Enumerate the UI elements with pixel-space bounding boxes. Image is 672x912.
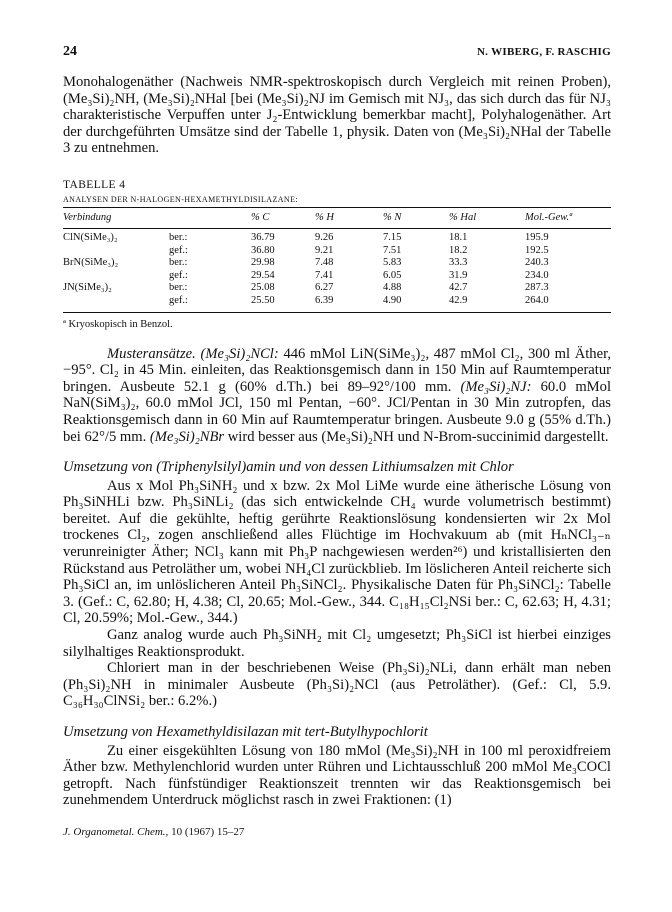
section2-paragraph-2: Ganz analog wurde auch Ph₃SiNH₂ mit Cl₂ umgesetzt; Ph₃SiCl ist hierbei einziges silylhaltiges Reaktionsprodukt. [63, 627, 611, 660]
table-cell: 25.50 [251, 295, 315, 312]
table-cell [63, 270, 169, 283]
column-header: % N [383, 207, 449, 228]
table-cell: BrN(SiMe₃)₂ [63, 257, 119, 269]
table-cell: gef.: [169, 244, 188, 256]
table-cell: 264.0 [525, 295, 611, 312]
analysis-table [63, 207, 611, 313]
table-cell: 18.1 [449, 231, 468, 243]
table-cell: ber.: [169, 282, 188, 294]
table-cell: ber.: [169, 231, 188, 243]
procedure-cl: 446 mMol LiN(SiMe₃)₂, 487 mMol Cl₂, 300 ml Äther, −95°. Cl₂ in 45 Min. einleiten, das Reaktionsgemisch dann in 150 Min auf Raumtemperatur bringen. Ausbeute 52.1 g (60% d.Th.) bei 89–92°/100 mm. [63, 345, 611, 395]
table-cell: 9.26 [315, 231, 334, 243]
musteransaetze-label: Musteransätze. [107, 345, 196, 362]
table-row [63, 270, 611, 283]
table-cell: 6.39 [315, 295, 383, 312]
table-cell: 7.48 [315, 257, 334, 269]
table-cell: 18.2 [449, 244, 468, 256]
table-cell: 287.3 [525, 282, 549, 294]
table-cell: 7.41 [315, 269, 334, 281]
table-cell: 6.27 [315, 282, 334, 294]
table-cell: 31.9 [449, 269, 468, 281]
table-cell: ClN(SiMe₃)₂ [63, 231, 118, 243]
table-cell: 234.0 [525, 269, 549, 281]
table-cell: 7.15 [383, 231, 402, 243]
table-cell: JN(SiMe₃)₂ [63, 282, 112, 294]
table-cell: 6.05 [383, 269, 402, 281]
intro-paragraph: Monohalogenäther (Nachweis NMR-spektroskopisch durch Vergleich mit reinen Proben), (Me₃Si)₂NH, (Me₃Si)₂NHal [bei (Me₃Si)₂NJ im Gemisch mit NJ₃, das sich durch das für NJ₃ charakteristische Verpuffen unter J₂-Entwicklung bemerkbar macht], Polyhalogenäther. Art der durchgeführten Umsätze sind der Tabelle 1, physik. Daten von (Me₃Si)₂NHal der Tabelle 3 zu entnehmen. [63, 74, 611, 157]
section2-paragraph-1: Aus x Mol Ph₃SiNH₂ und x bzw. 2x Mol LiMe wurde eine ätherische Lösung von Ph₃SiNHLi bzw. Ph₃SiNLi₂ (das sich entwickelnde CH₄ wurde volumetrisch bestimmt) bereitet. Auf die gekühlte, heftig gerührte Reaktionslösung kondensierten wir 2x Mol trockenes Cl₂, zogen anschließend alles Flüchtige im Hochvakuum ab (mit HₙNCl₃₋ₙ verunreinigter Äther; NCl₃ kann mit Ph₃P nachgewiesen werden²⁶) und kristallisierten den Rückstand aus Petroläther um, wobei NH₄Cl zurückblieb. Im löslicheren Anteil reicherte sich Ph₃SiCl an, im unlöslicheren Anteil Ph₃SiNCl₂. Physikalische Daten für Ph₃SiNCl₂: Tabelle 3. (Gef.: C, 62.80; H, 4.38; Cl, 20.65; Mol.-Gew., 344. C₁₈H₁₅Cl₂NSi ber.: C, 62.63; H, 4.31; Cl, 20.59%; Mol.-Gew., 344.) [63, 477, 611, 627]
table-row [63, 295, 611, 312]
table-row [63, 257, 611, 270]
journal-footer [63, 826, 611, 838]
compound-j: (Me₃Si)₂NJ: [460, 378, 532, 395]
procedure-j: 60.0 mMol NaN(SiM₃)₂, 60.0 mMol JCl, 150 ml Pentan, −60°. JCl/Pentan in 30 Min zutropfen, das Reaktionsgemisch dann in 60 Min auf Raumtemperatur bringen. Ausbeute 9.0 g (55% d.Th.) bei 62°/5 mm. [63, 378, 612, 445]
table-cell [63, 295, 169, 312]
table-cell: 36.80 [251, 244, 275, 256]
table-cell: 42.9 [449, 295, 525, 312]
table-row [63, 245, 611, 258]
table-cell: gef.: [169, 295, 251, 312]
table-cell: 5.83 [383, 257, 402, 269]
table-header-row [63, 207, 611, 228]
musteransaetze-paragraph [63, 346, 611, 446]
section2-paragraph-3: Chloriert man in der beschriebenen Weise (Ph₃Si)₂NLi, dann erhält man neben (Ph₃Si)₂NH in minimaler Ausbeute (Ph₃Si)₂NCl (aus Petroläther). (Gef.: Cl, 5.9. C₃₆H₃₀ClNSi₂ ber.: 6.2%.) [63, 660, 611, 710]
table-cell: 9.21 [315, 244, 334, 256]
section-heading-triphenylsilyl: Umsetzung von (Triphenylsilyl)amin und von dessen Lithiumsalzen mit Chlor [63, 459, 514, 476]
compound-br: (Me₃Si)₂NBr [149, 428, 225, 445]
column-header: Mol.-Gew.ª [525, 207, 611, 228]
column-header: % Hal [449, 207, 525, 228]
table-cell: 29.54 [251, 269, 275, 281]
column-header: Verbindung [63, 207, 169, 228]
table-cell: 192.5 [525, 244, 549, 256]
table-cell: gef.: [169, 269, 188, 281]
procedure-br: wird besser aus (Me₃Si)₂NH und N-Brom-succinimid dargestellt. [224, 428, 609, 445]
running-authors: N. WIBERG, F. RASCHIG [476, 46, 611, 58]
table-cell: 195.9 [525, 231, 549, 243]
table-cell: 4.90 [383, 295, 449, 312]
table-cell: 29.98 [251, 257, 275, 269]
compound-cl: (Me₃Si)₂NCl: [200, 345, 279, 362]
section3-paragraph-1: Zu einer eisgekühlten Lösung von 180 mMol (Me₃Si)₂NH in 100 ml peroxidfreiem Äther bzw. Methylenchlorid wurden unter Rühren und Lichtausschluß 200 mMol Me₃COCl getropft. Nach fünfstündiger Reaktionszeit trennten wir das Reaktionsgemisch bei zunehmendem Unterdruck möglichst rasch in zwei Fraktionen: (1) [63, 742, 611, 809]
table-cell: 33.3 [449, 257, 468, 269]
column-header [169, 207, 251, 228]
column-header: % H [315, 207, 383, 228]
journal-reference: 10 (1967) 15–27 [168, 825, 245, 838]
table-cell: 36.79 [251, 231, 275, 243]
journal-name: J. Organometal. Chem., [63, 825, 169, 838]
page-number: 24 [63, 44, 77, 59]
table-subtitle: ANALYSEN DER N-HALOGEN-HEXAMETHYLDISILAZANE: [63, 194, 298, 204]
table-row [63, 228, 611, 244]
table-cell: 25.08 [251, 282, 275, 294]
page [63, 44, 611, 838]
section-heading-hexamethyldisilazan: Umsetzung von Hexamethyldisilazan mit tert-Butylhypochlorit [63, 724, 428, 740]
table-cell: 42.7 [449, 282, 468, 294]
table-cell: 240.3 [525, 257, 549, 269]
running-header [63, 44, 611, 64]
table-cell: 7.51 [383, 244, 402, 256]
table-footnote: ª Kryoskopisch in Benzol. [63, 318, 173, 330]
table-row [63, 282, 611, 295]
table-caption: TABELLE 4 [63, 178, 126, 191]
table-cell [63, 245, 169, 258]
table-cell: ber.: [169, 257, 188, 269]
column-header: % C [251, 207, 315, 228]
table-cell: 4.88 [383, 282, 402, 294]
